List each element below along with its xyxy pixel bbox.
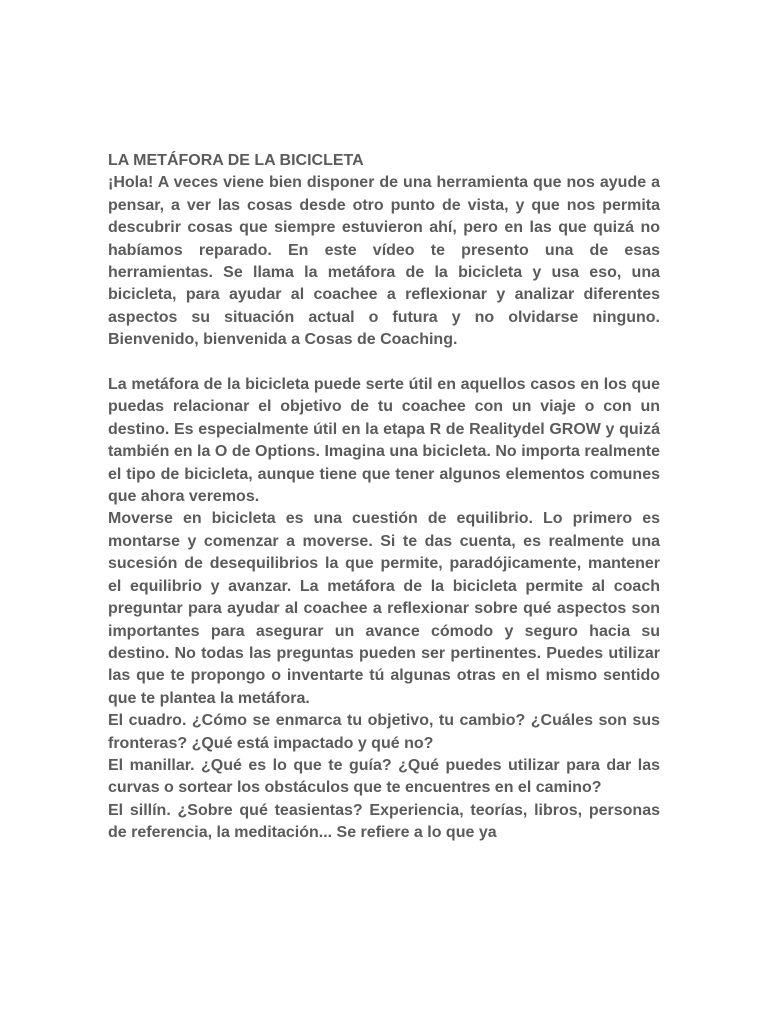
document-title: LA METÁFORA DE LA BICICLETA: [108, 152, 364, 169]
paragraph-balance: Moverse en bicicleta es una cuestión de equilibrio. Lo primero es montarse y comenzar a moverse. Si te das cuenta, es realmente una sucesión de desequilibrios la que permite, paradójicamente, mantener el equilibrio y avanzar. La metáfora de la bicicleta permite al coach preguntar para ayudar al coachee a reflexionar sobre qué aspectos son importantes para asegurar un avance cómodo y seguro hacia su destino. No todas las preguntas pueden ser pertinentes. Puedes utilizar las que te propongo o inventarte tú algunas otras en el mismo sentido que te plantea la metáfora.: [108, 510, 660, 707]
document-body: [108, 150, 660, 845]
paragraph-spacer: [108, 352, 660, 374]
paragraph-cuadro: El cuadro. ¿Cómo se enmarca tu objetivo, tu cambio? ¿Cuáles son sus fronteras? ¿Qué está impactado y qué no?: [108, 712, 660, 752]
paragraph-sillin: El sillín. ¿Sobre qué teasientas? Experiencia, teorías, libros, personas de referencia, la meditación... Se refiere a lo que ya: [108, 801, 660, 842]
paragraph-usage: La metáfora de la bicicleta puede serte útil en aquellos casos en los que puedas relacionar el objetivo de tu coachee con un viaje o con un destino. Es especialmente útil en la etapa R de Realitydel GROW y quizá también en la O de Options. Imagina una bicicleta. No importa realmente el tipo de bicicleta, aunque tiene que tener algunos elementos comunes que ahora veremos.: [108, 376, 660, 506]
paragraph-manillar: El manillar. ¿Qué es lo que te guía? ¿Qué puedes utilizar para dar las curvas o sortear los obstáculos que te encuentres en el camino?: [108, 756, 660, 797]
paragraph-intro: ¡Hola! A veces viene bien disponer de una herramienta que nos ayude a pensar, a ver las cosas desde otro punto de vista, y que nos permita descubrir cosas que siempre estuvieron ahí, pero en las que quizá no habíamos reparado. En este vídeo te presento una de esas herramientas. Se llama la metáfora de la bicicleta y usa eso, una bicicleta, para ayudar al coachee a reflexionar y analizar diferentes aspectos su situación actual o futura y no olvidarse ninguno. Bienvenido, bienvenida a Cosas de Coaching.: [108, 174, 660, 349]
